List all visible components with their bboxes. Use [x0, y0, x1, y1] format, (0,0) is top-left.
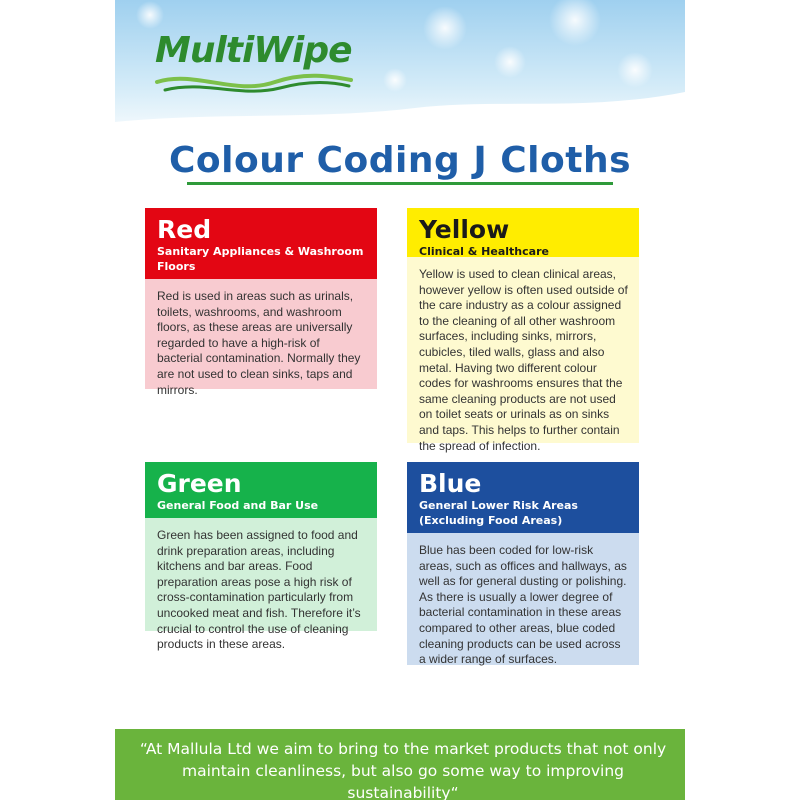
- card-yellow-name: Yellow: [419, 215, 510, 244]
- card-red-body: Red is used in areas such as urinals, toilets, washrooms, and washroom floors, as these areas are universally regarded to have a high-risk of bacterial contamination. Normally they are not used to clean sinks, taps and mirrors.: [145, 279, 377, 389]
- card-green-header: [145, 462, 377, 518]
- title-underline: [187, 182, 613, 185]
- multiwipe-logo: [155, 30, 355, 100]
- footer-banner: [115, 729, 685, 800]
- page-title: Colour Coding J Cloths: [168, 140, 632, 181]
- card-green-body: Green has been assigned to food and drink preparation areas, including kitchens and bar areas. Food preparation areas pose a high risk of cross-contamination particularly from uncooked meat and fish. Therefore it’s crucial to control the use of cleaning products in these areas.: [145, 518, 377, 631]
- card-green-name: Green: [157, 469, 242, 498]
- card-yellow-header: [407, 208, 639, 257]
- card-red-subtitle: Sanitary Appliances & Washroom Floors: [157, 245, 364, 273]
- logo-swoosh-icon: [155, 68, 355, 98]
- card-blue: [407, 462, 639, 665]
- card-yellow: [407, 208, 639, 453]
- card-red: [145, 208, 377, 397]
- card-blue-subtitle: General Lower Risk Areas (Excluding Food Areas): [419, 499, 578, 527]
- flyer-page: [115, 0, 685, 800]
- card-blue-body: Blue has been coded for low-risk areas, such as offices and hallways, as well as for general dusting or polishing. As there is usually a lower degree of bacterial contamination in these areas compared to other areas, blue coded cleaning products can be used across a wider range of surfaces.: [407, 533, 639, 665]
- card-yellow-body: Yellow is used to clean clinical areas, however yellow is often used outside of the care industry as a colour assigned to the cleaning of all other washroom surfaces, including sinks, mirrors, cubicles, tiled walls, glass and also metal. Having two different colour codes for washrooms ensures that the same cleaning products are not used on toilet seats or urinals as on sinks and taps. This helps to further contain the spread of infection.: [407, 257, 639, 443]
- card-green: [145, 462, 377, 652]
- card-blue-header: [407, 462, 639, 533]
- card-red-name: Red: [157, 215, 212, 244]
- card-red-header: [145, 208, 377, 279]
- card-blue-name: Blue: [419, 469, 482, 498]
- card-yellow-subtitle: Clinical & Healthcare: [419, 245, 549, 258]
- card-green-subtitle: General Food and Bar Use: [157, 499, 319, 512]
- logo-wordmark: MultiWipe: [155, 30, 352, 71]
- footer-quote: “At Mallula Ltd we aim to bring to the market products that not only maintain cleanliness, but also go some way to improving sustainability“: [139, 740, 667, 802]
